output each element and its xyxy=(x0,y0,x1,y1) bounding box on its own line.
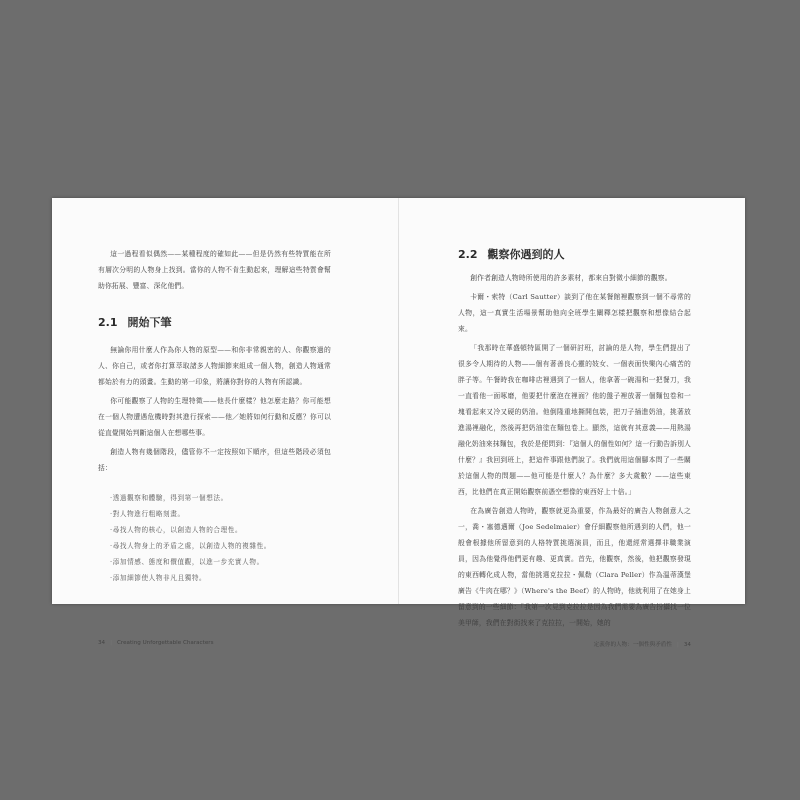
body-paragraph: 在為廣告創造人物時，觀察就更為重要，作為最好的廣告人物創意人之一，喬・塞德邁爾（Joe Sedelmaier）會仔細觀察他所遇到的人們，他一般會根據他所留意到的人格特質挑選演員，而且，他還經常選擇非職業演員，因為他覺得他們更有趣、更真實。首先，他觀察，然後，他把觀察發現的東西轉化成人物，當他挑選克拉拉・佩勒（Clara Peller）作為溫蒂漢堡廣告《牛肉在哪？》（Where's the Beef）的人物時，他就利用了在她身上留意到的一些細節：「我第一次見到克拉拉是因為我們需要為廣告扮攝找一位美甲師，我們在對街找來了克拉拉，一開始，她的 xyxy=(458,507,691,627)
page-number: 34 xyxy=(683,642,691,648)
body-paragraph: 創作者創造人物時所使用的許多素材，都來自對微小細節的觀察。 xyxy=(470,274,672,282)
left-page xyxy=(98,246,331,586)
left-footer: 34 | Creating Unforgettable Characters xyxy=(98,640,214,646)
section-number: 2.2 xyxy=(458,248,478,261)
list-item: ·添加情感、態度和價值觀，以進一步充實人物。 xyxy=(110,558,264,566)
book-spine xyxy=(398,198,399,604)
stage-list xyxy=(98,490,331,586)
section-title: 觀察你遇到的人 xyxy=(487,248,565,261)
body-paragraph: 卡爾・索特（Carl Sautter）談到了他在某餐館裡觀察到一個不尋常的人物，這一真實生活場景幫助他向全班學生闡釋怎樣把觀察和想像結合起來。 xyxy=(458,293,691,333)
running-title: Creating Unforgettable Characters xyxy=(117,640,214,646)
body-paragraph: 創造人物有幾個階段，儘管你不一定按照如下順序，但這些階段必須包括： xyxy=(98,448,331,472)
running-title: 定義你的人物：一個性與矛盾性 xyxy=(593,642,672,648)
list-item: ·尋找人物身上的矛盾之處，以創造人物的複雜性。 xyxy=(110,542,271,550)
right-page xyxy=(458,246,691,634)
body-paragraph: 「我那時在華盛頓特區開了一個研討班，討論的是人物，學生們提出了很多令人期待的人物——個有著善良心靈的妓女、一個表面快樂內心痛苦的胖子等。午餐時我在咖啡店裡遇到了一個人，他拿著一碗湯和一把餐刀，我一直看他一面啄磨，他要把什麼泡在裡面？他的盤子裡放著一個麵包卷和一塊看起來又冷又硬的奶油。他倒隆重地撕開包裝，把刀子插進奶油，挑著放進湯裡融化，然後再把奶油塗在麵包卷上。顯然，這就有其意義——用熱湯融化奶油來抹麵包，我於是便問到：『這個人的個性如何？這一行動告訴別人什麼？』我回到班上，把這件事跟他們說了。我們就用這個腳本問了一些關於這個人物的問題——他可能是什麼人？為什麼？多大歲數？——這些東西，比他們在真正開始觀察前憑空想像的東西好上十倍。」 xyxy=(458,344,691,496)
body-paragraph: 你可能觀察了人物的生理特徵——他長什麼樣？他怎麼走路？你可能想在一個人物遭遇危機時對其進行探索——他／她將如何行動和反應？你可以從直覺開始判斷這個人在想哪些事。 xyxy=(98,397,331,437)
section-heading xyxy=(458,246,691,262)
section-title: 開始下筆 xyxy=(127,316,172,329)
list-item: ·透過觀察和體驗，得到第一個想法。 xyxy=(110,494,228,502)
list-item: ·對人物進行粗略刻畫。 xyxy=(110,510,185,518)
intro-paragraph: 這一過程看似偶然——某種程度的確如此——但是仍然有些特質能在所有層次分明的人物身上找到。當你的人物不肯生動起來，理解這些特質會幫助你拓展、豐富、深化他們。 xyxy=(98,250,331,290)
section-heading xyxy=(98,314,331,330)
book-spread xyxy=(52,198,745,648)
right-footer: 定義你的人物：一個性與矛盾性 | 34 xyxy=(593,642,691,648)
body-paragraph: 無論你用什麼人作為你人物的原型——和你非常親密的人、你觀察過的人、你自己，或者你打算萃取諸多人物細節來組成一個人物，創造人物通常都始於有力的頭畫。生動的第一印象，將讓你對你的人物有所認識。 xyxy=(98,346,331,386)
section-number: 2.1 xyxy=(98,316,118,329)
list-item: ·添加細節使人物非凡且獨特。 xyxy=(110,574,207,582)
list-item: ·尋找人物的核心，以創造人物的合理性。 xyxy=(110,526,243,534)
page-number: 34 xyxy=(98,640,106,646)
